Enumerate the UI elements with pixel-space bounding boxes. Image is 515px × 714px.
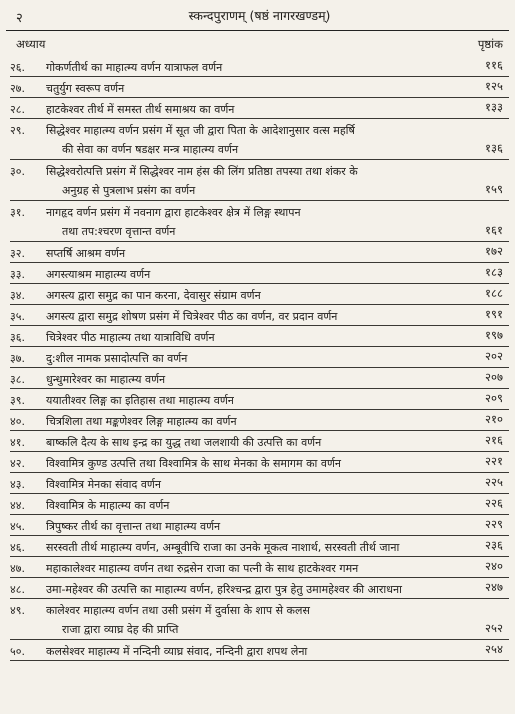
contents-list [10,56,509,661]
chapter-title-line: चतुर्युग स्वरूप वर्णन [46,82,125,95]
page-number-ref: १२५ [485,79,503,93]
contents-entry [10,515,509,536]
page-number-ref: १९७ [485,328,503,342]
chapter-title [46,288,447,303]
contents-entry [10,578,509,599]
contents-entry [10,599,509,640]
page-number-ref: २०९ [485,391,503,405]
contents-entry [10,389,509,410]
chapter-title-line: नागहृद वर्णन प्रसंग में नवनाग द्वारा हाटकेश्वर क्षेत्र में लिङ्ग स्थापन [46,206,301,219]
contents-entry [10,98,509,119]
chapter-number: ३३. [10,268,25,281]
page-number-ref: १५९ [485,182,503,196]
page-number-ref: २३६ [485,538,503,552]
chapter-number: ४०. [10,415,25,428]
page-number-ref: १७२ [485,244,503,258]
page-number-ref: २२१ [485,454,503,468]
contents-entry [10,201,509,242]
chapter-title-line: सप्तर्षि आश्रम वर्णन [46,247,126,260]
chapter-title-line: चित्रेश्वर पीठ माहात्म्य तथा यात्राविधि वर्णन [46,331,215,344]
page-number-ref: २४० [485,559,503,573]
contents-entry [10,284,509,305]
chapter-title [46,60,447,75]
page-number-ref: १८८ [485,286,503,300]
chapter-title [46,603,447,637]
chapter-number: ३०. [10,165,25,178]
chapter-number: ३७. [10,352,25,365]
page-number-ref: १३६ [485,141,503,155]
contents-entry [10,431,509,452]
chapter-title-line: विश्वामित्र कुण्ड उत्पत्ति तथा विश्वामित्र के साथ मेनका के समागम का वर्णन [46,457,342,470]
chapter-number: ४४. [10,499,25,512]
chapter-number: ४२. [10,457,25,470]
contents-entry [10,263,509,284]
chapter-title [46,414,447,429]
chapter-title-line: धुन्धुमारेश्वर का माहात्म्य वर्णन [46,373,166,386]
contents-entry [10,368,509,389]
page-number-ref: २२९ [485,517,503,531]
chapter-number: ४८. [10,583,25,596]
chapter-title [46,205,447,239]
contents-entry [10,410,509,431]
chapter-title [46,351,447,366]
chapter-title-line: सिद्धेश्वर माहात्म्य वर्णन प्रसंग में सूत जी द्वारा पिता के आदेशानुसार वत्स महर्षि [46,124,355,137]
page-number-ref: १६१ [485,223,503,237]
chapter-number: २८. [10,103,25,116]
contents-entry [10,242,509,263]
chapter-number: ३८. [10,373,25,386]
chapter-number: ३४. [10,289,25,302]
chapter-number: ३२. [10,247,25,260]
page-number-ref: १९१ [485,307,503,321]
contents-entry [10,557,509,578]
chapter-title [46,582,447,597]
chapter-number: ३६. [10,331,25,344]
page-number-ref: २१६ [485,433,503,447]
page-number-ref: १८३ [485,265,503,279]
chapter-number: ३१. [10,206,25,219]
chapter-title [46,644,447,659]
chapter-title-line: कालेश्वर माहात्म्य वर्णन तथा उसी प्रसंग में दुर्वासा के शाप से कलस [46,604,310,617]
column-headers [10,31,509,54]
page-number-ref: २४७ [485,580,503,594]
page-number-ref: २५४ [485,642,503,656]
page-number-ref: २०७ [485,370,503,384]
contents-entry [10,536,509,557]
chapter-title-line: उमा-महेश्वर की उत्पत्ति का माहात्म्य वर्णन, हरिश्चन्द्र द्वारा पुत्र हेतु उमामहेश्वर की आराधना [46,583,402,596]
contents-entry [10,473,509,494]
contents-entry [10,452,509,473]
chapter-title [46,102,447,117]
contents-entry [10,305,509,326]
contents-entry [10,494,509,515]
chapter-title [46,519,447,534]
chapter-number: २७. [10,82,25,95]
chapter-title [46,393,447,408]
chapter-title-line: त्रिपुष्कर तीर्थ का वृत्तान्त तथा माहात्म्य वर्णन [46,520,221,533]
chapter-title-line: विश्वामित्र के माहात्म्य का वर्णन [46,499,170,512]
chapter-number: ४५. [10,520,25,533]
page-column-header: पृष्ठांक [477,37,503,51]
contents-entry [10,640,509,661]
chapter-title-line: हाटकेश्वर तीर्थ में समस्त तीर्थ समाश्रय का वर्णन [46,103,235,116]
chapter-title [46,561,447,576]
page-header [10,0,509,30]
chapter-title [46,123,447,157]
chapter-title-line: कलसेश्वर माहात्म्य में नन्दिनी व्याघ्र संवाद, नन्दिनी द्वारा शपथ लेना [46,645,308,658]
chapter-number: २६. [10,61,25,74]
contents-entry [10,56,509,77]
contents-entry [10,77,509,98]
chapter-title [46,372,447,387]
page-number-ref: २२६ [485,496,503,510]
chapter-number: ३९. [10,394,25,407]
page-number-ref: ११६ [485,58,503,72]
chapter-title [46,81,447,96]
chapter-title [46,498,447,513]
chapter-title [46,540,447,555]
chapter-number: ४७. [10,562,25,575]
chapter-number: ४१. [10,436,25,449]
chapter-title-line: अगस्त्य द्वारा समुद्र का पान करना, देवासुर संग्राम वर्णन [46,289,261,302]
chapter-title-line: दु:शील नामक प्रसादोत्पत्ति का वर्णन [46,352,188,365]
chapter-title-line: अगस्त्याश्रम माहात्म्य वर्णन [46,268,151,281]
chapter-title [46,267,447,282]
page-number-ref: २२५ [485,475,503,489]
chapter-title [46,456,447,471]
chapter-title [46,330,447,345]
contents-entry [10,119,509,160]
page-number-ref: १३३ [485,100,503,114]
chapter-number: ४९. [10,604,25,617]
chapter-title [46,164,447,198]
chapter-title-continuation: तथा तप:श्चरण वृत्तान्त वर्णन [62,225,176,238]
chapter-number: २९. [10,124,25,137]
running-title: स्कन्दपुराणम् (षष्ठं नागरखण्डम्) [188,8,331,23]
chapter-title-line: सरस्वती तीर्थ माहात्म्य वर्णन, अम्बूवीचि राजा का उनके मूकत्व नाशार्थ, सरस्वती तीर्थ जाना [46,541,400,554]
page-number-ref: २५२ [485,621,503,635]
chapter-title-line: अगस्त्य द्वारा समुद्र शोषण प्रसंग में चित्रेश्वर पीठ का वर्णन, वर प्रदान वर्णन [46,310,338,323]
chapter-title-line: चित्रशिला तथा मङ्कणेश्वर लिङ्ग माहात्म्य का वर्णन [46,415,237,428]
chapter-number: ४६. [10,541,25,554]
chapter-title [46,435,447,450]
page-number: २ [16,11,23,26]
page-number-ref: २१० [485,412,503,426]
chapter-title-line: सिद्धेश्वरोत्पत्ति प्रसंग में सिद्धेश्वर नाम हंस की लिंग प्रतिष्ठा तपस्या तथा शंकर के [46,165,358,178]
chapter-title-line: विश्वामित्र मेनका संवाद वर्णन [46,478,161,491]
chapter-number: ५०. [10,645,25,658]
chapter-title-continuation: राजा द्वारा व्याघ्र देह की प्राप्ति [62,623,179,636]
chapter-title-line: ययातीश्वर लिङ्ग का इतिहास तथा माहात्म्य वर्णन [46,394,234,407]
chapter-title [46,477,447,492]
chapter-column-header: अध्याय [16,37,46,51]
chapter-title [46,246,447,261]
chapter-number: ४३. [10,478,25,491]
chapter-title-continuation: अनुग्रह से पुत्रलाभ प्रसंग का वर्णन [62,184,196,197]
chapter-number: ३५. [10,310,25,323]
chapter-title-line: महाकालेश्वर माहात्म्य वर्णन तथा रुद्रसेन राजा का पत्नी के साथ हाटकेश्वर गमन [46,562,359,575]
contents-entry [10,347,509,368]
chapter-title-line: बाष्कलि दैत्य के साथ इन्द्र का युद्ध तथा जलशायी की उत्पत्ति का वर्णन [46,436,322,449]
contents-entry [10,326,509,347]
chapter-title-continuation: की सेवा का वर्णन षडक्षर मन्त्र माहात्म्य वर्णन [62,143,239,156]
chapter-title [46,309,447,324]
page-number-ref: २०२ [485,349,503,363]
contents-entry [10,160,509,201]
chapter-title-line: गोकर्णतीर्थ का माहात्म्य वर्णन यात्राफल वर्णन [46,61,223,74]
